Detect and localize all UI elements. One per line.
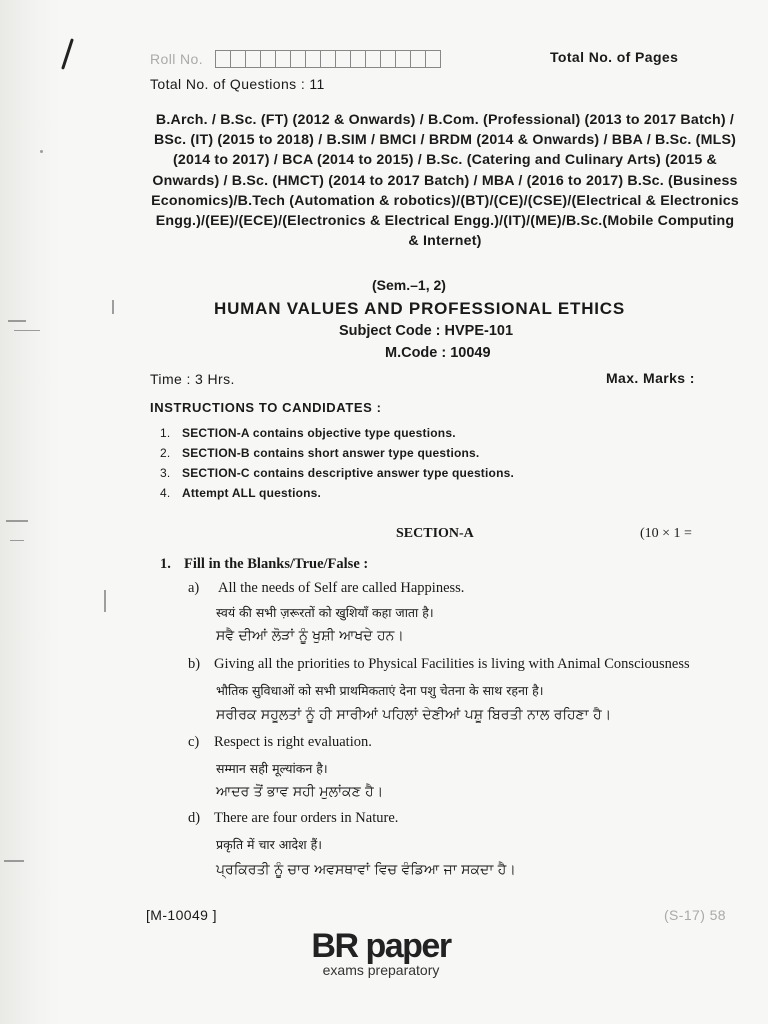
question-part-b: b) Giving all the priorities to Physical Facilities is living with Animal Consciousness [188, 656, 690, 672]
scan-speck [6, 520, 28, 522]
scan-speck [4, 860, 24, 862]
section-marks: (10 × 1 = [640, 526, 692, 541]
question-part-a: a) All the needs of Self are called Happiness. [188, 580, 465, 596]
scan-speck [112, 300, 114, 314]
scan-speck [8, 320, 26, 322]
total-pages: Total No. of Pages [550, 49, 679, 65]
question-part-a-hindi: स्वयं की सभी ज़रूरतों को खुशियाँ कहा जाता है। [216, 605, 434, 620]
instruction-item: 3. SECTION-C contains descriptive answer type questions. [160, 466, 515, 480]
question-part-d-hindi: प्रकृति में चार आदेश हैं। [216, 837, 323, 852]
instruction-item: 4. Attempt ALL questions. [160, 486, 322, 500]
question-part-b-hindi: भौतिक सुविधाओं को सभी प्राथमिकताएं देना पशु चेतना के साथ रहना है। [216, 683, 544, 698]
roll-no-boxes [215, 50, 440, 71]
m-code: M.Code : 10049 [385, 345, 491, 361]
scan-speck [14, 330, 40, 331]
question-part-c-hindi: सम्मान सही मूल्यांकन है। [216, 761, 328, 776]
instructions-heading: INSTRUCTIONS TO CANDIDATES : [150, 400, 382, 415]
question-part-d: d) There are four orders in Nature. [188, 810, 399, 826]
question-part-c-punjabi: ਆਦਰ ਤੋਂ ਭਾਵ ਸਹੀ ਮੁਲਾਂਕਣ ਹੈ। [216, 784, 384, 800]
logo [306, 927, 456, 978]
semester: (Sem.–1, 2) [372, 277, 446, 293]
roll-no-row [150, 50, 440, 71]
instruction-item: 2. SECTION-B contains short answer type questions. [160, 446, 480, 460]
instructions-list [160, 426, 514, 506]
total-questions: Total No. of Questions : 11 [150, 76, 325, 92]
scan-speck [10, 540, 24, 541]
scan-speck [104, 590, 106, 612]
logo-main: BR paper [311, 927, 451, 965]
footer-code: [M-10049 ] [146, 907, 217, 923]
section-title: SECTION-A [396, 526, 474, 541]
time: Time : 3 Hrs. [150, 371, 235, 387]
roll-no-label: Roll No. [150, 51, 203, 68]
scan-shadow [0, 0, 60, 1024]
question-1: 1. Fill in the Blanks/True/False : [160, 556, 369, 572]
footer-page: (S-17) 58 [664, 907, 726, 923]
subject-title: HUMAN VALUES AND PROFESSIONAL ETHICS [214, 299, 626, 318]
question-part-a-punjabi: ਸਵੈ ਦੀਆਂ ਲੋੜਾਂ ਨੂੰ ਖੁਸ਼ੀ ਆਖਦੇ ਹਨ। [216, 628, 404, 644]
logo-subtitle: exams preparatory [322, 962, 440, 978]
question-part-b-punjabi: ਸਰੀਰਕ ਸਹੂਲਤਾਂ ਨੂੰ ਹੀ ਸਾਰੀਆਂ ਪਹਿਲਾਂ ਦੇਣੀਆਂ ਪਸ਼ੂ ਬਿਰਤੀ ਨਾਲ ਰਹਿਣਾ ਹੈ। [216, 707, 612, 723]
subject-code: Subject Code : HVPE-101 [339, 323, 514, 339]
question-part-c: c) Respect is right evaluation. [188, 734, 372, 750]
max-marks: Max. Marks : [606, 370, 695, 386]
pen-mark [61, 38, 74, 69]
instruction-item: 1. SECTION-A contains objective type questions. [160, 426, 456, 440]
course-list: B.Arch. / B.Sc. (FT) (2012 & Onwards) / B.Com. (Professional) (2013 to 2017 Batch) / BSc. (IT) (2015 to 2018) / B.SIM / BMCI / BRDM (2014 & Onwards) / BBA / B.Sc. (MLS) (2014 to 2017) / BCA (2014 to 2015) / B.Sc. (Catering and Culinary Arts) (2015 & Onwards) / B.Sc. (HMCT) (2014 to 2017 Batch) / MBA / (2016 to 2017) B.Sc. (Business Economics)/B.Tech (Automation & robotics)/(BT)/(CE)/(CSE)/(Electrical & Electronics Engg.)/(EE)/(ECE)/(Electronics & Electrical Engg.)/(IT)/(ME)/B.Sc.(Mobile Computing & Internet) [151, 112, 739, 250]
question-part-d-punjabi: ਪ੍ਰਕਿਰਤੀ ਨੂੰ ਚਾਰ ਅਵਸਥਾਵਾਂ ਵਿਚ ਵੰਡਿਆ ਜਾ ਸਕਦਾ ਹੈ। [216, 862, 516, 878]
scan-speck [40, 150, 43, 153]
